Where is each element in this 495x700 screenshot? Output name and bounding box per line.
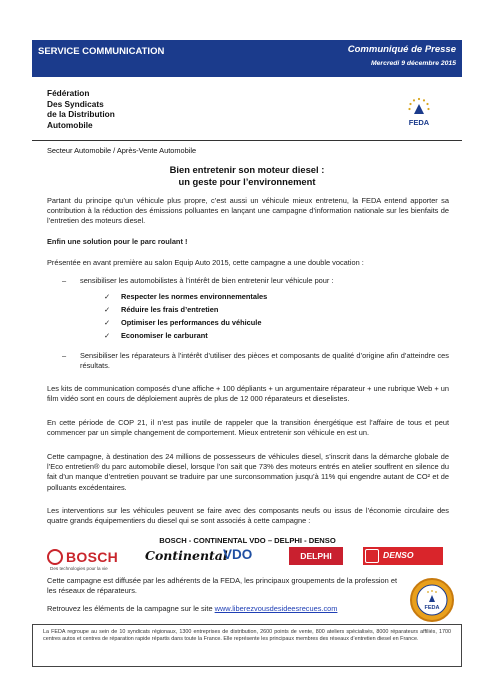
target-paragraph: Cette campagne, à destination des 24 millions de possesseurs de véhicules diesel, s’inscrit dans la démarche globale de l’Eco entretien® du parc automobile diesel, lorsque l’on sait que 73% des moteurs entrés en atelier souffrent en silence du fait d’un manque d’entretien pouvant se traduire par une surconsommation jusqu’à 11% qui engendre autant de CO² et de polluants excédentaires. [47,452,449,492]
campaign-seal [409,577,455,623]
checklist-item: Réduire les frais d’entretien [121,305,219,314]
continental-logo: Continental [145,548,228,563]
checklist-item: Respecter les normes environnementales [121,292,268,301]
seal-badge-icon [409,577,455,623]
bosch-armature-icon [47,549,63,565]
feda-logo [402,96,436,128]
denso-wordmark: DENSO [383,550,414,560]
title-line-1: Bien entretenir son moteur diesel : [169,164,325,175]
kits-paragraph: Les kits de communication composés d’une affiche + 100 dépliants + un argumentaire réparateur + une rubrique Web + un film vidéo sont en cours de déploiement auprès de plus de 12 000 réparateurs et dieselistes. [47,384,449,404]
bullet-dash: – [62,276,67,285]
title-line-2: un geste pour l’environnement [178,176,316,187]
bullet-drivers: sensibiliser les automobilistes à l’intérêt de bien entretenir leur véhicule pour : [80,276,334,285]
bosch-wordmark: BOSCH [66,549,119,565]
cop21-paragraph: En cette période de COP 21, il n’est pas inutile de rappeler que la transition énergétique est l’affaire de tous et peut commencer par un simple changement de comportement. Mieux entretenir son véhicule en est un. [47,418,449,438]
campaign-intro: Présentée en avant première au salon Equip Auto 2015, cette campagne a une double vocation : [47,258,364,267]
check-icon: ✓ [104,331,111,340]
divider [32,140,462,141]
sector-label: Secteur Automobile / Après-Vente Automobile [47,146,197,155]
check-icon: ✓ [104,318,111,327]
footer-note: La FEDA regroupe au sein de 10 syndicats régionaux, 1300 entreprises de distribution, 2600 points de vente, 800 ateliers spécialisés, 8000 réparateurs affiliés, 1700 centres autos et centres de réparation rapide répartis dans toute la France. Elle représente les principaux membres des réseaux d’entretien diesel en France. [32,624,462,667]
bullet-repairers: Sensibiliser les réparateurs à l’intérêt d’utiliser des pièces et composants de qualité d’origine afin d’atteindre ces résultats. [80,351,449,371]
feda-logo-icon [402,96,436,128]
check-icon: ✓ [104,292,111,301]
press-title [32,164,462,188]
bosch-logo [47,547,123,571]
svg-text:FEDA: FEDA [424,605,440,611]
retrieve-line [47,604,407,614]
vdo-logo: VDO [223,547,253,562]
org-line: Des Syndicats [47,98,104,109]
org-line: Fédération [47,88,90,98]
bosch-tagline: Des technologies pour la vie [50,566,108,571]
delphi-logo: DELPHI [289,547,343,565]
retrieve-text: Retrouvez les éléments de la campagne sur le site [47,604,215,613]
service-label: SERVICE COMMUNICATION [38,46,165,57]
intro-paragraph: Partant du principe qu’un véhicule plus propre, c’est aussi un véhicule mieux entretenu, la FEDA entend apporter sa contribution à la réduction des émissions polluantes en lançant une campagne d’information nationale sur les bienfaits de l’entretien des moteurs diesel. [47,196,449,226]
distribution-paragraph: Cette campagne est diffusée par les adhérents de la FEDA, les principaux groupements de la profession et les réseaux de réparateurs. [47,576,397,596]
org-line: de la Distribution [47,109,115,119]
check-icon: ✓ [104,305,111,314]
doc-type: Communiqué de Presse [347,44,456,55]
checklist-item: Economiser le carburant [121,331,208,340]
header-banner [32,40,462,77]
checklist-item: Optimiser les performances du véhicule [121,318,262,327]
brands-line: BOSCH - CONTINENTAL VDO – DELPHI - DENSO [159,536,336,545]
subheading: Enfin une solution pour le parc roulant ! [47,237,188,246]
denso-logo [363,547,443,565]
denso-mark-icon [365,549,379,563]
campaign-link[interactable]: www.liberezvousdesideesrecues.com [214,604,338,613]
svg-text:FEDA: FEDA [408,118,430,127]
organization-name [47,88,115,130]
press-date: Mercredi 9 décembre 2015 [370,60,456,67]
bullet-dash: – [62,351,67,360]
equipment-paragraph: Les interventions sur les véhicules peuvent se faire avec des composants neufs ou issus de l’économie circulaire des quatre grands équipementiers du diesel qui se sont associés à cette campagne : [47,506,449,526]
org-line: Automobile [47,119,93,130]
